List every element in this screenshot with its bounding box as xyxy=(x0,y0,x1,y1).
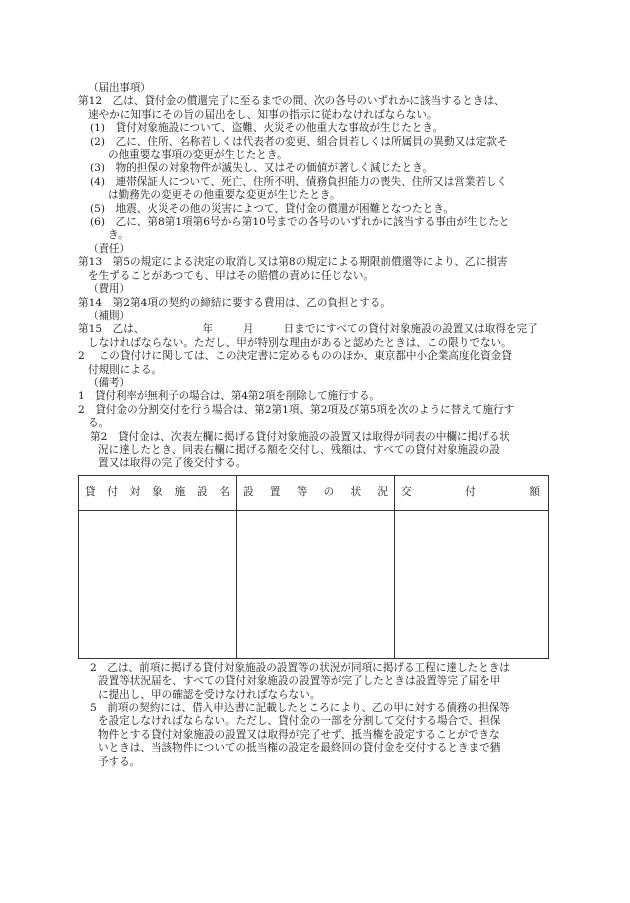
notes-heading: （備考） xyxy=(88,376,130,389)
para-text-cont: 物件とする貸付対象施設の設置又は取得が完了せず、抵当権を設定することができな xyxy=(98,728,500,741)
art13-line-1: 第5の規定による決定の取消し又は第8の規定による期限前償還等により、乙に損害 xyxy=(112,256,508,269)
hdr-char: 施 xyxy=(174,486,186,499)
disbursement-table xyxy=(78,475,549,659)
art12-item-4 xyxy=(78,176,552,203)
hdr-char: 況 xyxy=(377,486,388,499)
cell-amount xyxy=(395,510,549,658)
item-number: (1) xyxy=(90,122,106,135)
note-number: 2 xyxy=(78,403,85,416)
art12-item-1 xyxy=(78,122,552,135)
item-number: (2) xyxy=(90,135,106,148)
art15-heading: （補則） xyxy=(88,309,130,322)
art13-line-2: を生ずることがあつても、甲はその賠償の責めに任じない。 xyxy=(88,269,375,282)
para-text: この貸付けに関しては、この決定書に定めるもののほか、東京都中小企業高度化資金貸 xyxy=(98,350,512,363)
hdr-char: 貸 xyxy=(85,486,96,499)
hdr-char: 交 xyxy=(401,486,412,499)
cell-status xyxy=(237,510,395,658)
para-number: 5 xyxy=(90,702,97,714)
art13-body xyxy=(78,256,552,283)
sub-number: 第2 xyxy=(90,430,108,443)
item-text: 乙に、第8第1項第6号から第10号までの各号のいずれかに該当する事由が生じたと xyxy=(115,216,510,229)
header-amount xyxy=(395,475,549,510)
item-text: 地震、火災その他の災害によつて、貸付金の償還が困難となつたとき。 xyxy=(115,202,454,215)
document-page xyxy=(78,82,552,769)
hdr-char: の xyxy=(323,486,335,499)
art14-heading: （費用） xyxy=(88,283,130,296)
art12-item-2 xyxy=(78,136,552,163)
note-number: 1 xyxy=(78,390,85,403)
para-text-cont: に提出し、甲の確認を受けなければならない。 xyxy=(98,688,321,701)
art15-num: 第15 xyxy=(78,323,103,336)
item-text: 乙に、住所、名称若しくは代表者の変更、組合員若しくは所属員の異動又は定款そ xyxy=(115,135,508,148)
art12-body xyxy=(78,95,552,122)
para-text: 前項の契約には、借入申込書に記載したところにより、乙の甲に対する債務の担保等 xyxy=(107,702,510,714)
art12-item-6 xyxy=(78,216,552,243)
para-text: 乙は、前項に掲げる貸付対象施設の設置等の状況が同項に掲げる工程に達したときは xyxy=(107,661,510,674)
note-sub-article xyxy=(78,431,552,471)
para-text-cont: 設置等状況届を、すべての貸付対象施設の設置等が完了したときは設置等完了届を甲 xyxy=(98,675,501,688)
sub-text: 貸付金は、次表左欄に掲げる貸付対象施設の設置又は取得が同表の中欄に掲げる状 xyxy=(117,430,510,443)
note-2 xyxy=(78,404,552,431)
hdr-char: 置 xyxy=(269,486,281,499)
note-text: 貸付金の分割交付を行う場合は、第2第1項、第2項及び第5項を次のように替えて施行す xyxy=(95,403,515,416)
item-text: 貸付対象施設について、盗難、火災その他重大な事故が生じたとき。 xyxy=(115,122,444,135)
art13-heading: （責任） xyxy=(88,242,130,255)
item-number: (5) xyxy=(90,202,106,215)
hdr-char: 設 xyxy=(243,486,254,499)
hdr-char: 対 xyxy=(129,486,141,499)
hdr-char: 等 xyxy=(296,486,308,499)
item-text-cont: は勤務先の変更その他重要な変更が生じたとき。 xyxy=(108,189,341,202)
art12-item-5 xyxy=(78,203,552,216)
year-label: 年 xyxy=(202,323,214,336)
hdr-char: 名 xyxy=(219,486,230,499)
art15-text-b: 日までにすべての貸付対象施設の設置又は取得を完了 xyxy=(283,323,538,336)
art15-line-2: しなければならない。ただし、甲が特別な理由があると認めたときは、この限りでない。 xyxy=(88,336,512,349)
art14-line-1: 第2第4項の契約の締結に要する費用は、乙の負担とする。 xyxy=(112,296,391,309)
hdr-char: 付 xyxy=(465,486,476,499)
item-number: (3) xyxy=(90,162,106,175)
after-para-2 xyxy=(78,662,552,702)
item-text-cont: の他重要な事項の変更が生じたとき。 xyxy=(108,149,288,162)
art15-para-2 xyxy=(78,350,552,377)
para-number: 2 xyxy=(90,661,97,674)
after-para-5 xyxy=(78,702,552,769)
header-facility-name xyxy=(79,475,237,510)
item-text: 物的担保の対象物件が滅失し、又はその価値が著しく減じたとき。 xyxy=(115,162,433,175)
hdr-char: 象 xyxy=(152,486,163,499)
para-number: 2 xyxy=(78,350,85,363)
art12-line-1: 乙は、貸付金の償還完了に至るまでの間、次の各号のいずれかに該当するときは、 xyxy=(112,95,505,108)
para-text-cont: いときは、当該物件についての抵当権の設定を最終回の貸付金を交付するときまで猶 xyxy=(98,742,501,755)
art12-num: 第12 xyxy=(78,95,103,108)
art12-item-3 xyxy=(78,162,552,175)
item-text: 連帯保証人について、死亡、住所不明、債務負担能力の喪失、住所又は営業若しく xyxy=(115,175,508,188)
hdr-char: 設 xyxy=(196,486,208,499)
item-number: (4) xyxy=(90,175,106,188)
month-label: 月 xyxy=(243,323,254,336)
para-text-cont: を設定しなければならない。ただし、貸付金の一部を分割して交付する場合で、担保 xyxy=(98,715,501,728)
cell-facility-name xyxy=(79,510,237,658)
sub-text-cont: 況に達したとき、同表右欄に掲げる額を交付し、残額は、すべての貸付対象施設の設 xyxy=(98,443,500,456)
art14-body xyxy=(78,297,552,310)
note-text: 貸付利率が無利子の場合は、第4第2項を削除して施行する。 xyxy=(95,390,380,403)
hdr-char: 額 xyxy=(529,486,540,499)
para-text-cont: 付規則による。 xyxy=(88,363,163,376)
art12-heading: （届出事項） xyxy=(88,82,151,94)
header-status xyxy=(237,475,395,510)
art15-text-a: 乙は、 xyxy=(112,323,145,336)
note-1 xyxy=(78,390,552,403)
item-text-cont: き。 xyxy=(108,229,129,242)
art12-line-2: 速やかに知事にその旨の届出をし、知事の指示に従わなければならない。 xyxy=(88,108,438,121)
item-number: (6) xyxy=(90,216,106,229)
art13-num: 第13 xyxy=(78,256,103,269)
para-text-cont: 予する。 xyxy=(98,755,141,768)
note-text-cont: る。 xyxy=(88,417,110,430)
hdr-char: 付 xyxy=(107,486,118,499)
sub-text-cont: 置又は取得の完了後交付する。 xyxy=(98,457,247,470)
art15-body xyxy=(78,323,552,350)
hdr-char: 状 xyxy=(350,486,362,499)
art14-num: 第14 xyxy=(78,296,103,309)
